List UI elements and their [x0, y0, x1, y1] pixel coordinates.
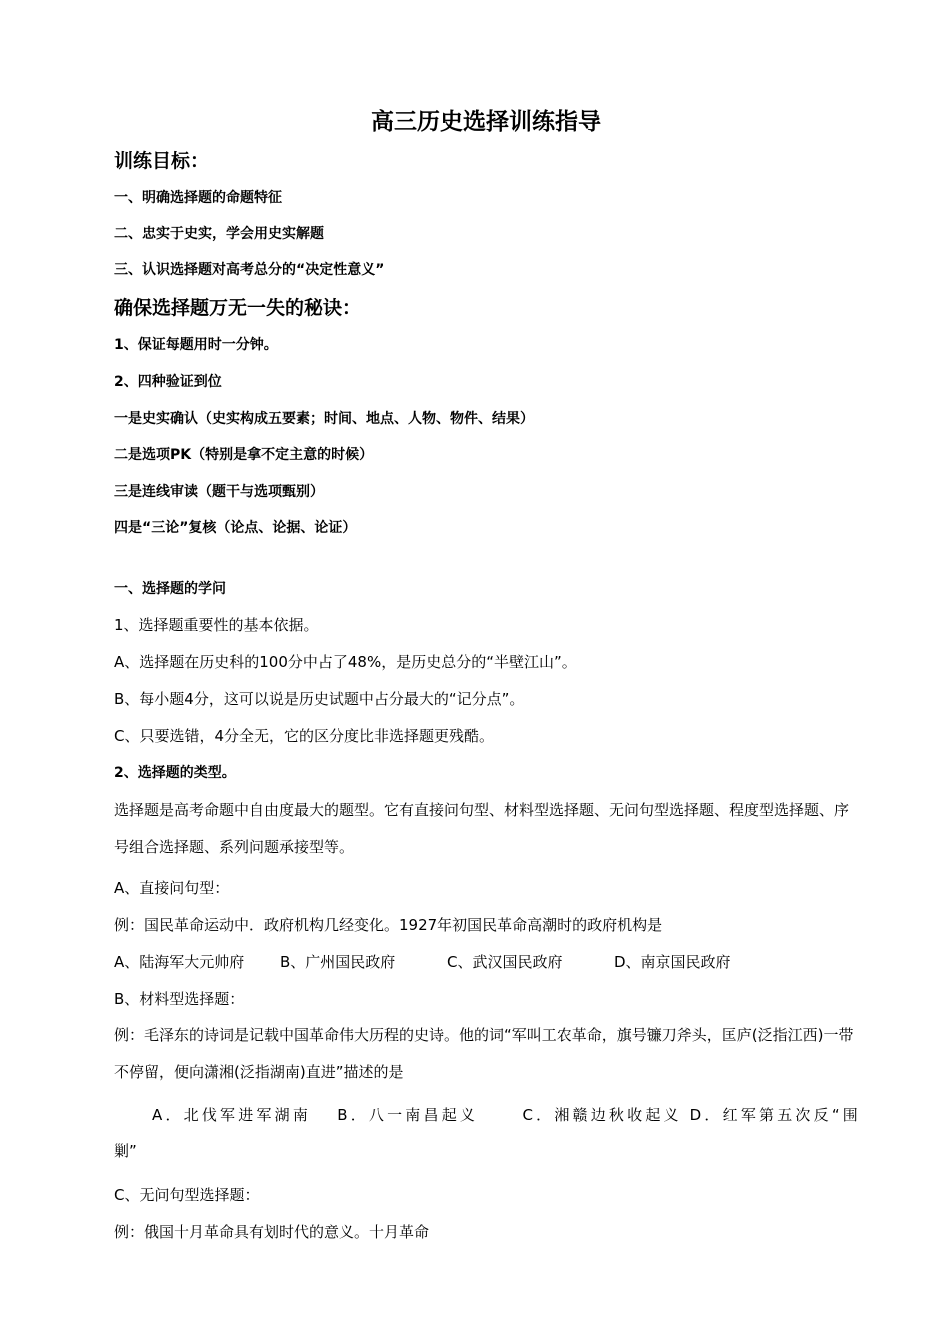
- basis-item-c: C、只要选错，4分全无，它的区分度比非选择题更残酷。: [114, 727, 495, 745]
- option-b: B、广州国民政府: [280, 953, 396, 971]
- type-c-label: C、无问句型选择题：: [114, 1186, 260, 1204]
- basis-item-b: B、每小题4分，这可以说是历史试题中占分最大的“记分点”。: [114, 690, 525, 708]
- type-b-options: A．北伐军进军湖南 B．八一南昌起义 C．湘赣边秋收起义 D．红军第五次反“围: [152, 1106, 859, 1124]
- secret-item-4: 二是选项PK（特别是拿不定主意的时候）: [114, 447, 374, 463]
- secret-item-3: 一是史实确认（史实构成五要素；时间、地点、人物、物件、结果）: [114, 411, 534, 427]
- goal-item-1: 一、明确选择题的命题特征: [114, 190, 282, 206]
- type-a-options: [114, 951, 731, 972]
- secret-item-1: 1、保证每题用时一分钟。: [114, 337, 278, 353]
- type-b-options-tail: 剿”: [114, 1142, 137, 1160]
- secret-item-5: 三是连线审读（题干与选项甄别）: [114, 484, 324, 500]
- secret-item-6: 四是“三论”复核（论点、论据、论证）: [114, 520, 357, 536]
- type-a-example: 例：国民革命运动中．政府机构几经变化。1927年初国民革命高潮时的政府机构是: [114, 916, 663, 934]
- option-d: D、南京国民政府: [614, 953, 731, 971]
- secret-heading: 确保选择题万无一失的秘诀：: [114, 297, 362, 319]
- section1-heading: 一、选择题的学问: [114, 581, 226, 597]
- type-b-example: 例：毛泽东的诗词是记载中国革命伟大历程的史诗。他的词“军叫工农革命，旗号镰刀斧头，匡庐(泛指江西)一带不停留，便向潇湘(泛指湖南)直进”描述的是: [114, 1026, 854, 1081]
- types-heading: 2、选择题的类型。: [114, 765, 236, 781]
- basis-item-a: A、选择题在历史科的100分中占了48%，是历史总分的“半壁江山”。: [114, 653, 577, 671]
- document-title: 高三历史选择训练指导: [371, 109, 601, 135]
- types-intro: 选择题是高考命题中自由度最大的题型。它有直接问句型、材料型选择题、无问句型选择题、程度型选择题、序号组合选择题、系列问题承接型等。: [114, 801, 850, 856]
- goal-item-3: 三、认识选择题对高考总分的“决定性意义”: [114, 262, 385, 278]
- type-a-label: A、直接问句型：: [114, 879, 230, 897]
- type-b-label: B、材料型选择题：: [114, 990, 245, 1008]
- option-c: C、武汉国民政府: [447, 953, 563, 971]
- option-a: A、陆海军大元帅府: [114, 953, 245, 971]
- type-c-example: 例：俄国十月革命具有划时代的意义。十月革命: [114, 1223, 430, 1241]
- goals-heading: 训练目标：: [114, 150, 210, 172]
- goal-item-2: 二、忠实于史实，学会用史实解题: [114, 226, 324, 242]
- basis-heading: 1、选择题重要性的基本依据。: [114, 616, 319, 634]
- secret-item-2: 2、四种验证到位: [114, 374, 222, 390]
